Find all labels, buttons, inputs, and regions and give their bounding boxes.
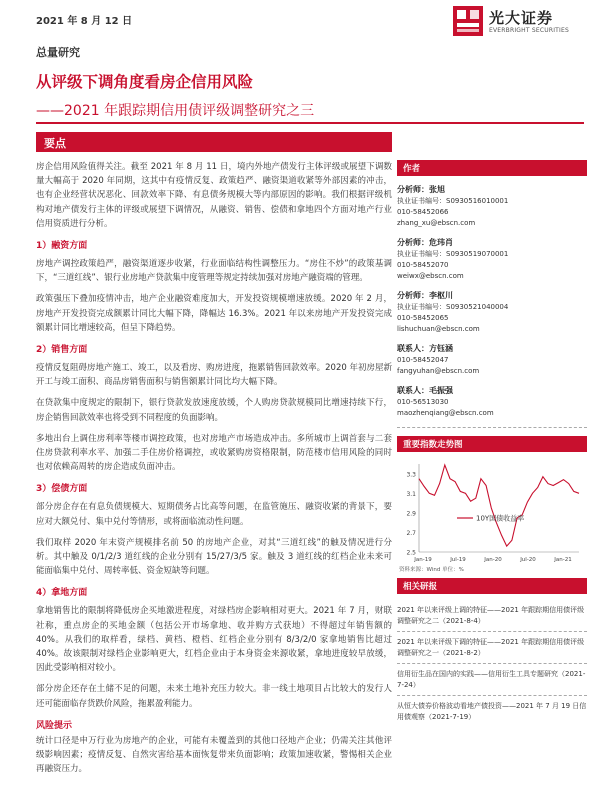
report-subtitle: ——2021 年跟踪期信用债评级调整研究之三 (36, 103, 315, 119)
contact-email[interactable]: fangyuhan@ebscn.com (397, 367, 480, 375)
summary-heading: 要点 (36, 132, 392, 152)
contact-phone: 010-58452047 (397, 356, 449, 364)
series-line-10y-yield (419, 465, 579, 546)
related-report-link[interactable]: 信用衍生品在国内的实践——信用衍生工具专题研究（2021-7-24） (397, 664, 587, 696)
debt-paragraph: 部分房企存在有息负债规模大、短期债务占比高等问题，在监管施压、融资收紧的背景下，要应对大额兑付、集中兑付等情形，或将面临流动性问题。 (36, 502, 392, 527)
related-reports-list (397, 600, 587, 727)
report-category: 总量研究 (36, 46, 80, 59)
contact-card (397, 385, 587, 419)
analyst-phone: 010-58452070 (397, 261, 449, 269)
related-report-link[interactable]: 2021 年以来评级上调的特征——2021 年跟踪期信用债评级调整研究之二（2021-8-4） (397, 600, 587, 632)
related-heading: 相关研报 (397, 578, 587, 594)
report-title: 从评级下调角度看房企信用风险 (36, 73, 254, 91)
y-tick-label: 3.3 (406, 471, 416, 479)
land-paragraph: 拿地销售比的限制将降低房企买地激进程度，对绿档房企影响相对更大。2021 年 7 月，财联社称，重点房企的买地金额（包括公开市场拿地、收并购方式获地）不得超过年销售额的 40%。从我们的取样看，绿档、黄档、橙档、红档企业分别有 8/3/2/0 家拿地销售比超过 40%。故该限制对绿档企业影响更大，红档企业由于本身资金来源收紧，拿地进度较早放缓，因此受影响相对较小。 (36, 606, 392, 674)
analyst-email[interactable]: weiwx@ebscn.com (397, 272, 464, 280)
analyst-cert: 执业证书编号：S0930519070001 (397, 250, 509, 258)
report-date: 2021 年 8 月 12 日 (36, 16, 133, 27)
analyst-card (397, 290, 587, 335)
land-paragraph: 部分房企还存在土储不足的问题，未来土地补充压力较大。非一线土地项目占比较大的发行人还可能面临存货跌价风险，拖累盈利能力。 (36, 684, 392, 709)
x-tick-label: Jul-19 (450, 557, 466, 563)
sales-paragraph: 在贷款集中度规定的限制下，银行贷款发放速度放缓，个人购房贷款规模同比增速持续下行，房企销售回款效率也将受到不同程度的负面影响。 (36, 398, 392, 423)
summary-body (36, 160, 392, 784)
analyst-card (397, 184, 587, 229)
header-divider (36, 122, 584, 124)
chart-svg (397, 456, 587, 578)
x-tick-label: Jul-20 (520, 557, 536, 563)
x-tick-label: Jan-19 (414, 557, 432, 563)
section-heading-debt: 3）偿债方面 (36, 484, 88, 495)
x-tick-label: Jan-21 (554, 557, 572, 563)
chart-heading: 重要指数走势图 (397, 436, 587, 452)
intro-paragraph: 房企信用风险值得关注。截至 2021 年 8 月 11 日，境内外地产债发行主体评级或展望下调数量大幅高于 2020 年同期，这其中有疫情反复、政策趋严、融资渠道收紧等外部因素的冲击，也有企业经营状况恶化、回款效率下降、有息债务规模大等内部原因的影响。我们根据评级机构对地产债发行主体的评级或展望下调情况，从融资、销售、偿债和拿地四个方面对地产行业信用资质进行分析。 (36, 162, 392, 229)
y-tick-label: 2.9 (406, 510, 416, 518)
chart-source: 资料来源：Wind 单位：% (399, 567, 464, 573)
analyst-name: 分析师：危玮肖 (397, 238, 453, 247)
index-trend-chart (397, 456, 587, 578)
everbright-logo-icon (453, 6, 483, 36)
related-report-link[interactable]: 从恒大债券价格波动看地产债投资——2021 年 7 月 19 日信用债观察（2021-7-19） (397, 702, 587, 721)
analyst-name: 分析师：李枢川 (397, 291, 453, 300)
sales-paragraph: 多地出台上调住房利率等楼市调控政策，也对房地产市场造成冲击。多所城市上调首套与二套住房贷款利率水平、加强二手住房价格调控，或收紧购房资格限制，防范楼市信用风险的同时也对依赖高周转的房企造成负面冲击。 (36, 433, 392, 473)
y-tick-label: 3.1 (406, 490, 416, 498)
legend-label: 10Y国债收益率 (476, 514, 525, 523)
contact-name: 联系人：毛振强 (397, 386, 453, 395)
analyst-cert: 执业证书编号：S0930521040004 (397, 303, 509, 311)
analyst-email[interactable]: zhang_xu@ebscn.com (397, 219, 476, 227)
analyst-card (397, 237, 587, 282)
related-report-link[interactable]: 2021 年以来评级下调的特征——2021 年跟踪期信用债评级调整研究之一（2021-8-2） (397, 632, 587, 664)
section-heading-land: 4）拿地方面 (36, 588, 88, 599)
risk-paragraph: 统计口径是申万行业为房地产的企业，可能有未覆盖到的其他口径地产企业；仍需关注其他评级影响因素；疫情反复、自然灾害给基本面恢复带来负面影响；政策加速收紧，警惕相关企业再融资压力。 (36, 735, 392, 775)
sidebar-divider (397, 427, 587, 428)
authors-heading: 作者 (397, 160, 587, 176)
analyst-cert: 执业证书编号：S0930516010001 (397, 197, 509, 205)
contact-email[interactable]: maozhenqiang@ebscn.com (397, 409, 494, 417)
logo-name: 光大证券 (489, 9, 554, 27)
risk-heading: 风险提示 (36, 720, 73, 731)
x-tick-label: Jan-20 (484, 557, 502, 563)
section-heading-sales: 2）销售方面 (36, 345, 88, 356)
contact-phone: 010-56513030 (397, 398, 449, 406)
analyst-email[interactable]: lishuchuan@ebscn.com (397, 325, 480, 333)
analyst-phone: 010-58452066 (397, 208, 449, 216)
contact-card (397, 343, 587, 377)
section-heading-financing: 1）融资方面 (36, 241, 88, 252)
y-tick-label: 2.5 (406, 549, 416, 557)
y-tick-label: 2.7 (406, 529, 416, 537)
financing-paragraph: 房地产调控政策趋严，融资渠道逐步收紧，行业面临结构性调整压力。“房住不炒”的政策基调下，“三道红线”、银行业房地产贷款集中度管理等规定持续加强对房地产融资端的管理。 (36, 259, 392, 284)
logo-english-name: EVERBRIGHT SECURITIES (489, 27, 569, 34)
debt-paragraph: 我们取样 2020 年末资产规模排名前 50 的房地产企业，对其“三道红线”的触及情况进行分析。其中触及 0/1/2/3 道红线的企业分别有 15/27/3/5 家。触及 3 道红线的红档企业未来可能面临集中兑付、周转率低、资金短缺等问题。 (36, 537, 392, 577)
sales-paragraph: 疫情反复阻碍房地产施工、竣工，以及看房、购房进度，拖累销售回款效率。2020 年初房屋新开工与竣工面积、商品房销售面积与销售额累计同比均大幅下降。 (36, 363, 392, 388)
contact-name: 联系人：方钰涵 (397, 344, 453, 353)
company-logo (453, 4, 583, 44)
financing-paragraph: 政策强压下叠加疫情冲击，地产企业融资难度加大，开发投资规模增速放缓。2020 年 2 月，房地产开发投资完成额累计同比大幅下降，降幅达 16.3%。2021 年以来房地产开发投资完成额累计同比增速较高，但呈下降趋势。 (36, 294, 392, 333)
sidebar (397, 160, 587, 727)
analyst-name: 分析师：张旭 (397, 185, 445, 194)
analyst-phone: 010-58452065 (397, 314, 449, 322)
